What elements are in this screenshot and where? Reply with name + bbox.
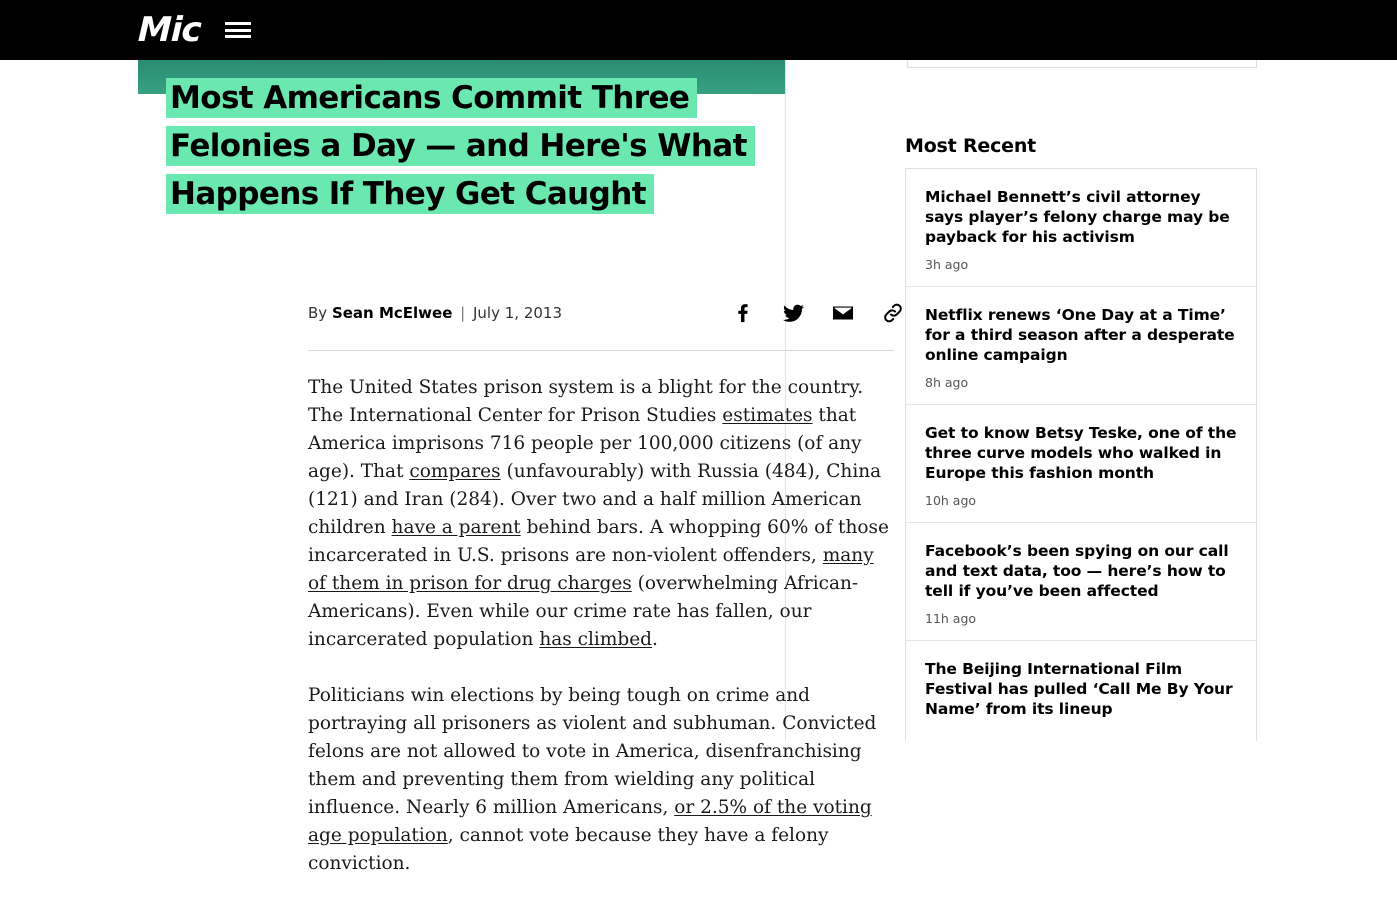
list-item[interactable] xyxy=(906,169,1256,287)
list-item[interactable] xyxy=(906,523,1256,641)
p1-text-3: (unfavourably) with Russia (484), China (121) and Iran (284). Over two and a half million American children xyxy=(308,461,882,538)
article-column xyxy=(138,60,889,874)
byline-prefix: By xyxy=(308,304,328,322)
link-drug-charges[interactable]: many of them in prison for drug charges xyxy=(308,545,874,594)
twitter-share-icon[interactable] xyxy=(780,300,806,326)
menu-bar-3 xyxy=(225,35,251,38)
link-has-climbed[interactable]: has climbed xyxy=(539,629,653,650)
headline-line-1: Most Americans Commit Three xyxy=(170,80,690,116)
menu-bar-1 xyxy=(225,22,251,25)
p1-text-4: behind bars. A whopping 60% of those incarcerated in U.S. prisons are non-violent offenders, xyxy=(308,517,889,566)
sidebar xyxy=(880,60,1300,741)
list-item-timestamp: 10h ago xyxy=(925,493,977,508)
article-paragraph-1 xyxy=(308,374,896,654)
p2-text-2: , cannot vote because they have a felony conviction. xyxy=(308,825,829,874)
list-item-title: The Beijing International Film Festival has pulled ‘Call Me By Your Name’ from its lineup xyxy=(925,660,1233,718)
article-body xyxy=(308,374,896,906)
link-compares[interactable]: compares xyxy=(409,461,501,482)
email-share-icon[interactable] xyxy=(830,300,856,326)
menu-bar-2 xyxy=(225,29,251,32)
headline-line-2: Felonies a Day — and Here's What xyxy=(170,128,747,164)
list-item[interactable] xyxy=(906,287,1256,405)
byline-date: July 1, 2013 xyxy=(473,304,562,322)
headline-line-3: Happens If They Get Caught xyxy=(170,176,646,212)
list-item-title: Facebook’s been spying on our call and text data, too — here’s how to tell if you’ve been affected xyxy=(925,542,1229,600)
page-body xyxy=(0,60,1397,874)
list-item-timestamp: 11h ago xyxy=(925,611,977,626)
most-recent-list xyxy=(905,168,1257,741)
list-item[interactable] xyxy=(906,405,1256,523)
site-logo[interactable]: Mic xyxy=(137,10,202,50)
p1-text-5: (overwhelming African-Americans). Even while our crime rate has fallen, our incarcerated population xyxy=(308,573,859,650)
list-item-timestamp: 8h ago xyxy=(925,375,969,390)
p1-text-1: The United States prison system is a blight for the country. The International Center for Prison Studies xyxy=(308,377,864,426)
list-item-title: Get to know Betsy Teske, one of the three curve models who walked in Europe this fashion month xyxy=(925,424,1237,482)
link-voting-age-population[interactable]: or 2.5% of the voting age population xyxy=(308,797,872,846)
list-item-title: Michael Bennett’s civil attorney says player’s felony charge may be payback for his activism xyxy=(925,188,1230,246)
link-estimates[interactable]: estimates xyxy=(722,405,813,426)
most-recent-heading: Most Recent xyxy=(905,135,1037,157)
hamburger-menu-icon[interactable] xyxy=(225,20,251,40)
p1-text-2: that America imprisons 716 people per 100,000 citizens (of any age). That xyxy=(308,405,862,482)
p2-text-1: Politicians win elections by being tough on crime and portraying all prisoners as violent and subhuman. Convicted felons are not allowed to vote in America, disenfranchising them and preventing them from wielding any political influence. Nearly 6 million Americans, xyxy=(308,685,877,818)
site-header xyxy=(0,0,1397,60)
link-have-a-parent[interactable]: have a parent xyxy=(391,517,521,538)
list-item-title: Netflix renews ‘One Day at a Time’ for a third season after a desperate online campaign xyxy=(925,306,1235,364)
list-item[interactable] xyxy=(906,641,1256,741)
page-title xyxy=(170,74,770,218)
facebook-share-icon[interactable] xyxy=(730,300,756,326)
byline xyxy=(308,304,562,322)
byline-author[interactable]: Sean McElwee xyxy=(331,304,453,322)
p1-text-6: . xyxy=(652,629,658,650)
byline-divider xyxy=(308,350,894,351)
byline-separator: | xyxy=(460,304,466,322)
list-item-timestamp: 3h ago xyxy=(925,257,969,272)
article-paragraph-2 xyxy=(308,682,896,878)
